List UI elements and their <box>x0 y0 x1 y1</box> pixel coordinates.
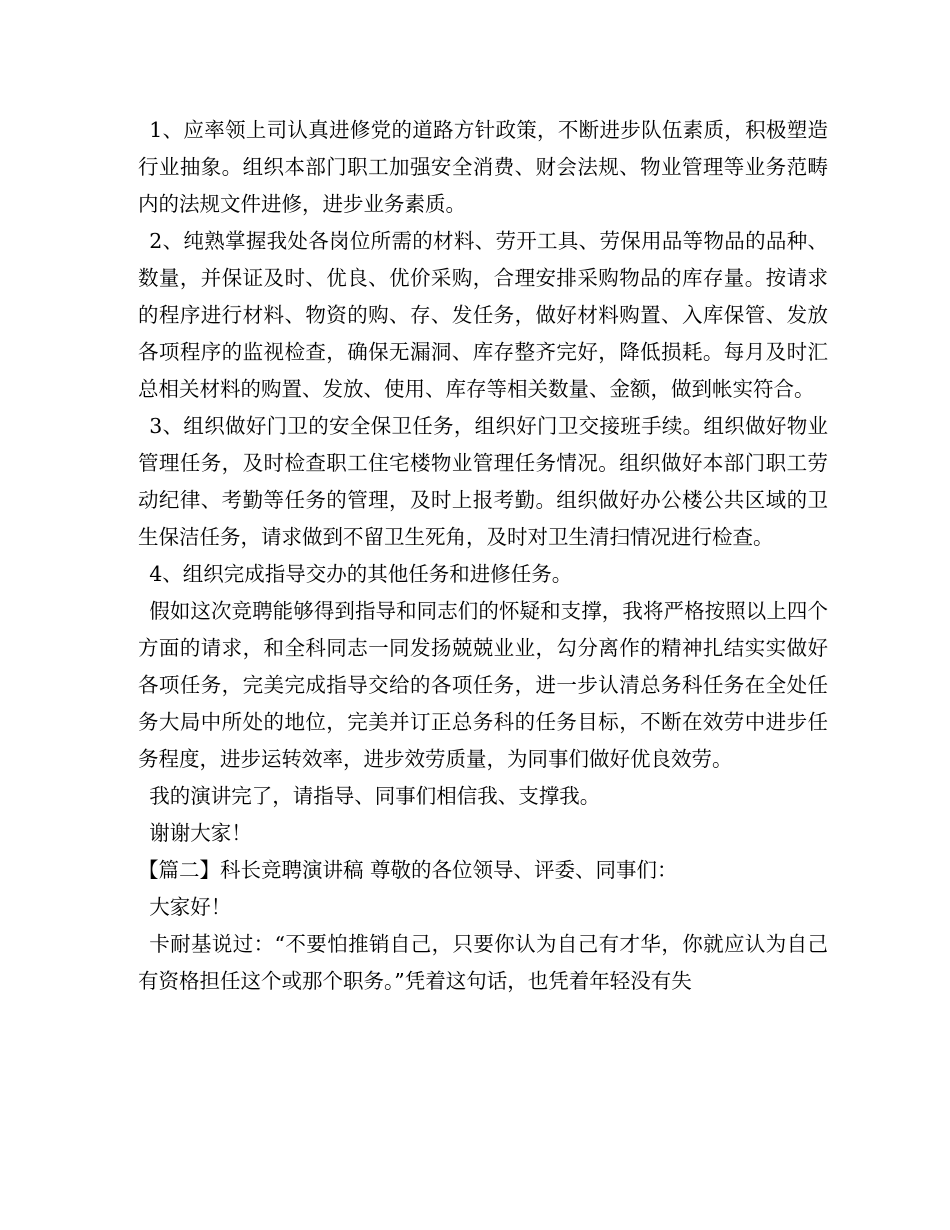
paragraph-campaign-pledge: 假如这次竞聘能够得到指导和同志们的怀疑和支撑，我将严格按照以上四个方面的请求，和全科同志一同发扬兢兢业业，勾分离作的精神扎结实实做好各项任务，完美完成指导交给的各项任务，进一步认清总务科任务在全处任务大局中所处的地位，完美并订正总务科的任务目标，不断在效劳中进步任务程度，进步运转效率，进步效劳质量，为同事们做好优良效劳。 <box>138 599 828 771</box>
paragraph-item-1: 1、应率领上司认真进修党的道路方针政策，不断进步队伍素质，积极塑造行业抽象。组织本部门职工加强安全消费、财会法规、物业管理等业务范畴内的法规文件进修，进步业务素质。 <box>138 118 828 216</box>
section-heading-part-two: 【篇二】科长竞聘演讲稿 尊敬的各位领导、评委、同事们： <box>138 858 678 882</box>
paragraph-greeting: 大家好！ <box>149 895 232 919</box>
paragraph-item-4: 4、组织完成指导交办的其他任务和进修任务。 <box>149 562 573 586</box>
paragraph-closing-remark: 我的演讲完了，请指导、同事们相信我、支撑我。 <box>149 784 601 808</box>
paragraph-item-3: 3、组织做好门卫的安全保卫任务，组织好门卫交接班手续。组织做好物业管理任务，及时检查职工住宅楼物业管理任务情况。组织做好本部门职工劳动纪律、考勤等任务的管理，及时上报考勤。组织做好办公楼公共区域的卫生保洁任务，请求做到不留卫生死角，及时对卫生清扫情况进行检查。 <box>138 414 828 549</box>
paragraph-item-2: 2、纯熟掌握我处各岗位所需的材料、劳开工具、劳保用品等物品的品种、数量，并保证及时、优良、优价采购，合理安排采购物品的库存量。按请求的程序进行材料、物资的购、存、发任务，做好材料购置、入库保管、发放各项程序的监视检查，确保无漏洞、库存整齐完好，降低损耗。每月及时汇总相关材料的购置、发放、使用、库存等相关数量、金额，做到帐实符合。 <box>138 229 828 401</box>
paragraph-thanks: 谢谢大家！ <box>149 821 252 845</box>
paragraph-carnegie-quote: 卡耐基说过：“不要怕推销自己，只要你认为自己有才华，你就应认为自己有资格担任这个或那个职务。”凭着这句话，也凭着年轻没有失 <box>138 932 828 993</box>
document-body <box>138 112 828 1000</box>
